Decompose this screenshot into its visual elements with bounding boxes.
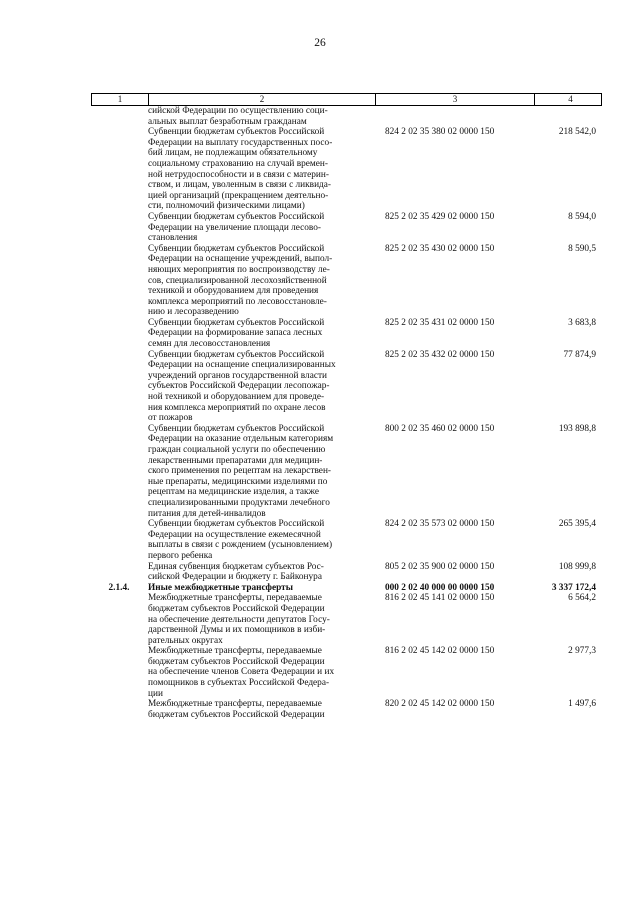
header-col-2: 2 bbox=[149, 94, 376, 105]
description-line: от пожаров bbox=[148, 413, 193, 424]
description-line: учреждений органов государственной власти bbox=[148, 370, 327, 381]
row-description bbox=[147, 562, 373, 583]
description-line: ции bbox=[148, 688, 163, 699]
description-line: выплаты в связи с рождением (усыновлением) bbox=[148, 540, 333, 551]
row-amount: 218 542,0 bbox=[558, 127, 596, 138]
table-row bbox=[91, 106, 602, 127]
description-line: сийской Федерации по осуществлению соци- bbox=[148, 106, 328, 116]
row-description bbox=[147, 699, 373, 720]
row-number: 2.1.4. bbox=[108, 582, 130, 593]
row-budget-code: 825 2 02 35 430 02 0000 150 bbox=[385, 243, 495, 254]
row-budget-code: 824 2 02 35 573 02 0000 150 bbox=[385, 519, 495, 530]
description-line: сийской Федерации и бюджету г. Байконура bbox=[148, 572, 322, 583]
row-amount: 8 594,0 bbox=[568, 211, 596, 222]
row-budget-code: 805 2 02 35 900 02 0000 150 bbox=[385, 561, 495, 572]
row-amount: 3 337 172,4 bbox=[551, 582, 596, 593]
description-line: сов, специализированной лесохозяйственной bbox=[148, 275, 327, 286]
description-line: ского применения по рецептам на лекарствен- bbox=[148, 466, 332, 477]
row-budget-code: 820 2 02 45 142 02 0000 150 bbox=[385, 699, 495, 710]
table-row bbox=[91, 244, 602, 318]
description-line: субъектов Российской Федерации лесопожар- bbox=[148, 381, 330, 392]
description-line: Иные межбюджетные трансферты bbox=[148, 582, 293, 593]
description-line: Субвенции бюджетам субъектов Российской bbox=[148, 519, 325, 530]
row-description bbox=[147, 646, 373, 699]
row-budget-code: 824 2 02 35 380 02 0000 150 bbox=[385, 127, 495, 138]
row-amount: 2 977,3 bbox=[568, 646, 596, 657]
table-body bbox=[91, 106, 602, 720]
description-line: Федерации на выплату государственных посо- bbox=[148, 137, 333, 148]
header-col-3: 3 bbox=[376, 94, 535, 105]
row-description bbox=[147, 583, 373, 594]
row-amount: 265 395,4 bbox=[558, 519, 596, 530]
description-line: Субвенции бюджетам субъектов Российской bbox=[148, 349, 325, 360]
row-amount: 1 497,6 bbox=[568, 699, 596, 710]
description-line: ной нетрудоспособности и в связи с материн- bbox=[148, 169, 329, 180]
description-line: Субвенции бюджетам субъектов Российской bbox=[148, 317, 325, 328]
description-line: нию и лесоразведению bbox=[148, 307, 239, 318]
row-budget-code: 825 2 02 35 429 02 0000 150 bbox=[385, 211, 495, 222]
description-line: сти, полномочий физическими лицами) bbox=[148, 201, 305, 212]
table-row bbox=[91, 212, 602, 244]
table-row bbox=[91, 424, 602, 519]
description-line: на обеспечение деятельности депутатов Госу- bbox=[148, 614, 330, 625]
header-col-4: 4 bbox=[568, 94, 573, 104]
description-line: помощников в субъектах Российской Федера- bbox=[148, 678, 330, 689]
description-line: альных выплат безработным гражданам bbox=[148, 116, 307, 127]
table-row bbox=[91, 562, 602, 583]
description-line: Федерации на оснащение учреждений, выпол- bbox=[148, 254, 333, 265]
description-line: Субвенции бюджетам субъектов Российской bbox=[148, 423, 325, 434]
description-line: ные препараты, медицинскими изделиями по bbox=[148, 476, 328, 487]
table-row bbox=[91, 519, 602, 561]
description-line: Федерации на оснащение специализированных bbox=[148, 360, 336, 371]
description-line: специализированными продуктами лечебного bbox=[148, 497, 330, 508]
row-budget-code: 000 2 02 40 000 00 0000 150 bbox=[385, 582, 495, 593]
description-line: первого ребенка bbox=[148, 550, 213, 561]
description-line: Субвенции бюджетам субъектов Российской bbox=[148, 211, 325, 222]
description-line: Межбюджетные трансферты, передаваемые bbox=[148, 699, 322, 710]
description-line: няющих мероприятия по воспроизводству ле- bbox=[148, 264, 330, 275]
row-description bbox=[147, 127, 373, 212]
description-line: Федерации на увеличение площади лесово- bbox=[148, 222, 322, 233]
row-amount: 77 874,9 bbox=[563, 349, 596, 360]
description-line: становления bbox=[148, 233, 198, 244]
description-line: рательных округах bbox=[148, 635, 223, 646]
description-line: Единая субвенция бюджетам субъектов Рос- bbox=[148, 561, 324, 572]
row-budget-code: 816 2 02 45 142 02 0000 150 bbox=[385, 646, 495, 657]
description-line: лекарственными препаратами для медицин- bbox=[148, 455, 323, 466]
description-line: Федерации на оказание отдельным категориям bbox=[148, 434, 334, 445]
header-col-1: 1 bbox=[92, 94, 149, 105]
description-line: Федерации на осуществление ежемесячной bbox=[148, 529, 321, 540]
table-row bbox=[91, 318, 602, 350]
row-amount: 193 898,8 bbox=[558, 423, 596, 434]
row-amount: 3 683,8 bbox=[568, 317, 596, 328]
row-description bbox=[147, 212, 373, 244]
description-line: Субвенции бюджетам субъектов Российской bbox=[148, 243, 325, 254]
row-budget-code: 800 2 02 35 460 02 0000 150 bbox=[385, 423, 495, 434]
table-row bbox=[91, 646, 602, 699]
description-line: бюджетам субъектов Российской Федерации bbox=[148, 709, 325, 720]
table-row bbox=[91, 583, 602, 594]
row-amount: 108 999,8 bbox=[558, 561, 596, 572]
description-line: на обеспечение членов Совета Федерации и их bbox=[148, 667, 335, 678]
description-line: цией организаций (прекращением деятельно- bbox=[148, 190, 329, 201]
row-amount: 6 564,2 bbox=[568, 593, 596, 604]
page-number: 26 bbox=[314, 37, 326, 49]
row-description bbox=[147, 593, 373, 646]
row-description bbox=[147, 318, 373, 350]
description-line: ством, и лицам, уволенным в связи с ликвида- bbox=[148, 180, 331, 191]
description-line: дарственной Думы и их помощников в изби- bbox=[148, 625, 326, 636]
row-description bbox=[147, 244, 373, 318]
row-budget-code: 825 2 02 35 432 02 0000 150 bbox=[385, 349, 495, 360]
description-line: граждан социальной услуги по обеспечению bbox=[148, 445, 326, 455]
description-line: ния комплекса мероприятий по охране лесов bbox=[148, 402, 326, 413]
table-row bbox=[91, 593, 602, 646]
table-row bbox=[91, 699, 602, 720]
row-description bbox=[147, 424, 373, 519]
row-budget-code: 825 2 02 35 431 02 0000 150 bbox=[385, 317, 495, 328]
row-amount: 8 590,5 bbox=[568, 243, 596, 254]
row-description bbox=[147, 519, 373, 561]
description-line: семян для лесовосстановления bbox=[148, 339, 271, 350]
row-budget-code: 816 2 02 45 141 02 0000 150 bbox=[385, 593, 495, 604]
description-line: питания для детей-инвалидов bbox=[148, 508, 266, 519]
description-line: Федерации на формирование запаса лесных bbox=[148, 328, 323, 339]
row-description bbox=[147, 350, 373, 424]
table-row bbox=[91, 350, 602, 424]
budget-table bbox=[91, 93, 602, 720]
description-line: бий лицам, не подлежащим обязательному bbox=[148, 148, 318, 159]
description-line: рецептам на медицинские изделия, а также bbox=[148, 487, 319, 498]
description-line: ной техникой и оборудованием для проведе- bbox=[148, 392, 325, 403]
description-line: бюджетам субъектов Российской Федерации bbox=[148, 656, 325, 667]
description-line: Субвенции бюджетам субъектов Российской bbox=[148, 127, 325, 138]
description-line: Межбюджетные трансферты, передаваемые bbox=[148, 593, 322, 604]
table-row bbox=[91, 127, 602, 212]
description-line: социальному страхованию на случай времен- bbox=[148, 158, 328, 169]
description-line: бюджетам субъектов Российской Федерации bbox=[148, 603, 325, 614]
table-header bbox=[91, 93, 602, 106]
description-line: Межбюджетные трансферты, передаваемые bbox=[148, 646, 322, 657]
description-line: техникой и оборудованием для проведения bbox=[148, 286, 319, 297]
row-description bbox=[147, 106, 373, 127]
description-line: комплекса мероприятий по лесовосстановле- bbox=[148, 296, 327, 307]
